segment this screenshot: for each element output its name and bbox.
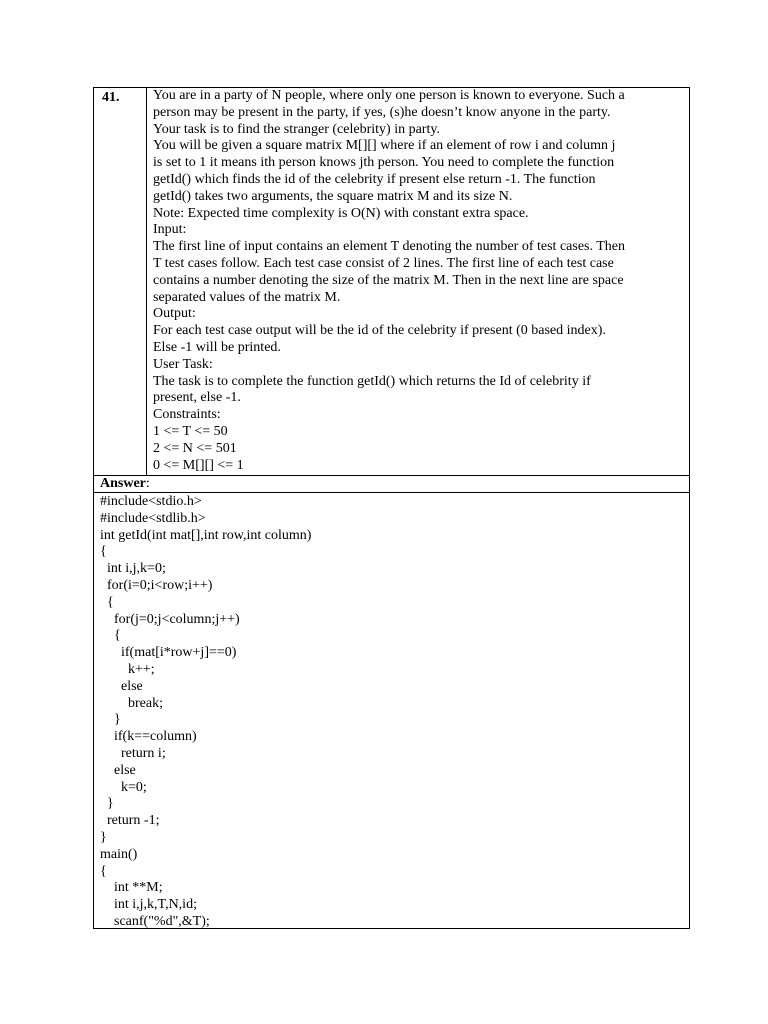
answer-label-colon: : (145, 476, 150, 491)
code-line: return i; (100, 745, 166, 761)
code-line: } (100, 829, 107, 845)
question-line: User Task: (153, 356, 213, 372)
code-line: #include<stdlib.h> (100, 510, 206, 526)
question-line: The first line of input contains an element T denoting the number of test cases. Then (153, 239, 625, 255)
question-line: getId() takes two arguments, the square matrix M and its size N. (153, 188, 513, 204)
question-line: is set to 1 it means ith person knows jth person. You need to complete the function (153, 155, 615, 171)
code-line: { (100, 628, 121, 644)
question-line: 2 <= N <= 501 (153, 440, 237, 456)
answer-label-row (94, 475, 689, 493)
code-line: int getId(int mat[],int row,int column) (100, 527, 312, 543)
question-line: getId() which finds the id of the celebrity if present else return -1. The function (153, 171, 596, 187)
question-line: Input: (153, 222, 187, 238)
code-line: k++; (100, 661, 155, 677)
code-line: scanf("%d",&T); (100, 913, 210, 929)
question-line: The task is to complete the function getId() which returns the Id of celebrity if (153, 373, 591, 389)
code-line: for(j=0;j<column;j++) (100, 611, 240, 627)
question-line: You are in a party of N people, where only one person is known to everyone. Such a (153, 88, 625, 103)
code-line: { (100, 544, 107, 560)
code-line: break; (100, 695, 163, 711)
code-line: return -1; (100, 813, 160, 829)
answer-code (100, 494, 685, 931)
code-line: main() (100, 846, 138, 862)
question-line: separated values of the matrix M. (153, 289, 341, 305)
question-line: T test cases follow. Each test case consist of 2 lines. The first line of each test case (153, 255, 614, 271)
code-line: #include<stdio.h> (100, 494, 202, 509)
code-line: int i,j,k,T,N,id; (100, 897, 197, 913)
question-line: Output: (153, 306, 196, 322)
question-text (153, 88, 683, 474)
answer-label: Answer (100, 476, 146, 491)
question-line: Note: Expected time complexity is O(N) with constant extra space. (153, 205, 529, 221)
code-line: if(mat[i*row+j]==0) (100, 645, 237, 661)
code-line: { (100, 863, 107, 879)
question-line: 1 <= T <= 50 (153, 423, 228, 439)
code-line: int i,j,k=0; (100, 561, 166, 577)
question-line: 0 <= M[][] <= 1 (153, 457, 244, 473)
code-line: if(k==column) (100, 729, 197, 745)
question-line: Constraints: (153, 407, 221, 423)
code-line: int **M; (100, 880, 163, 896)
question-line: present, else -1. (153, 390, 241, 406)
question-row (94, 88, 689, 476)
question-line: For each test case output will be the id of the celebrity if present (0 based index). (153, 323, 606, 339)
code-line: else (100, 762, 136, 778)
question-line: person may be present in the party, if yes, (s)he doesn’t know anyone in the party. (153, 104, 611, 120)
code-line: for(i=0;i<row;i++) (100, 577, 213, 593)
code-line: } (100, 796, 114, 812)
question-table (93, 87, 690, 929)
code-line: } (100, 712, 121, 728)
question-line: contains a number denoting the size of the matrix M. Then in the next line are space (153, 272, 624, 288)
code-line: { (100, 594, 114, 610)
question-line: Your task is to find the stranger (celebrity) in party. (153, 121, 440, 137)
code-line: k=0; (100, 779, 147, 795)
question-line: You will be given a square matrix M[][] where if an element of row i and column j (153, 138, 616, 154)
code-line: else (100, 678, 143, 694)
question-line: Else -1 will be printed. (153, 339, 281, 355)
question-number: 41. (94, 88, 147, 475)
